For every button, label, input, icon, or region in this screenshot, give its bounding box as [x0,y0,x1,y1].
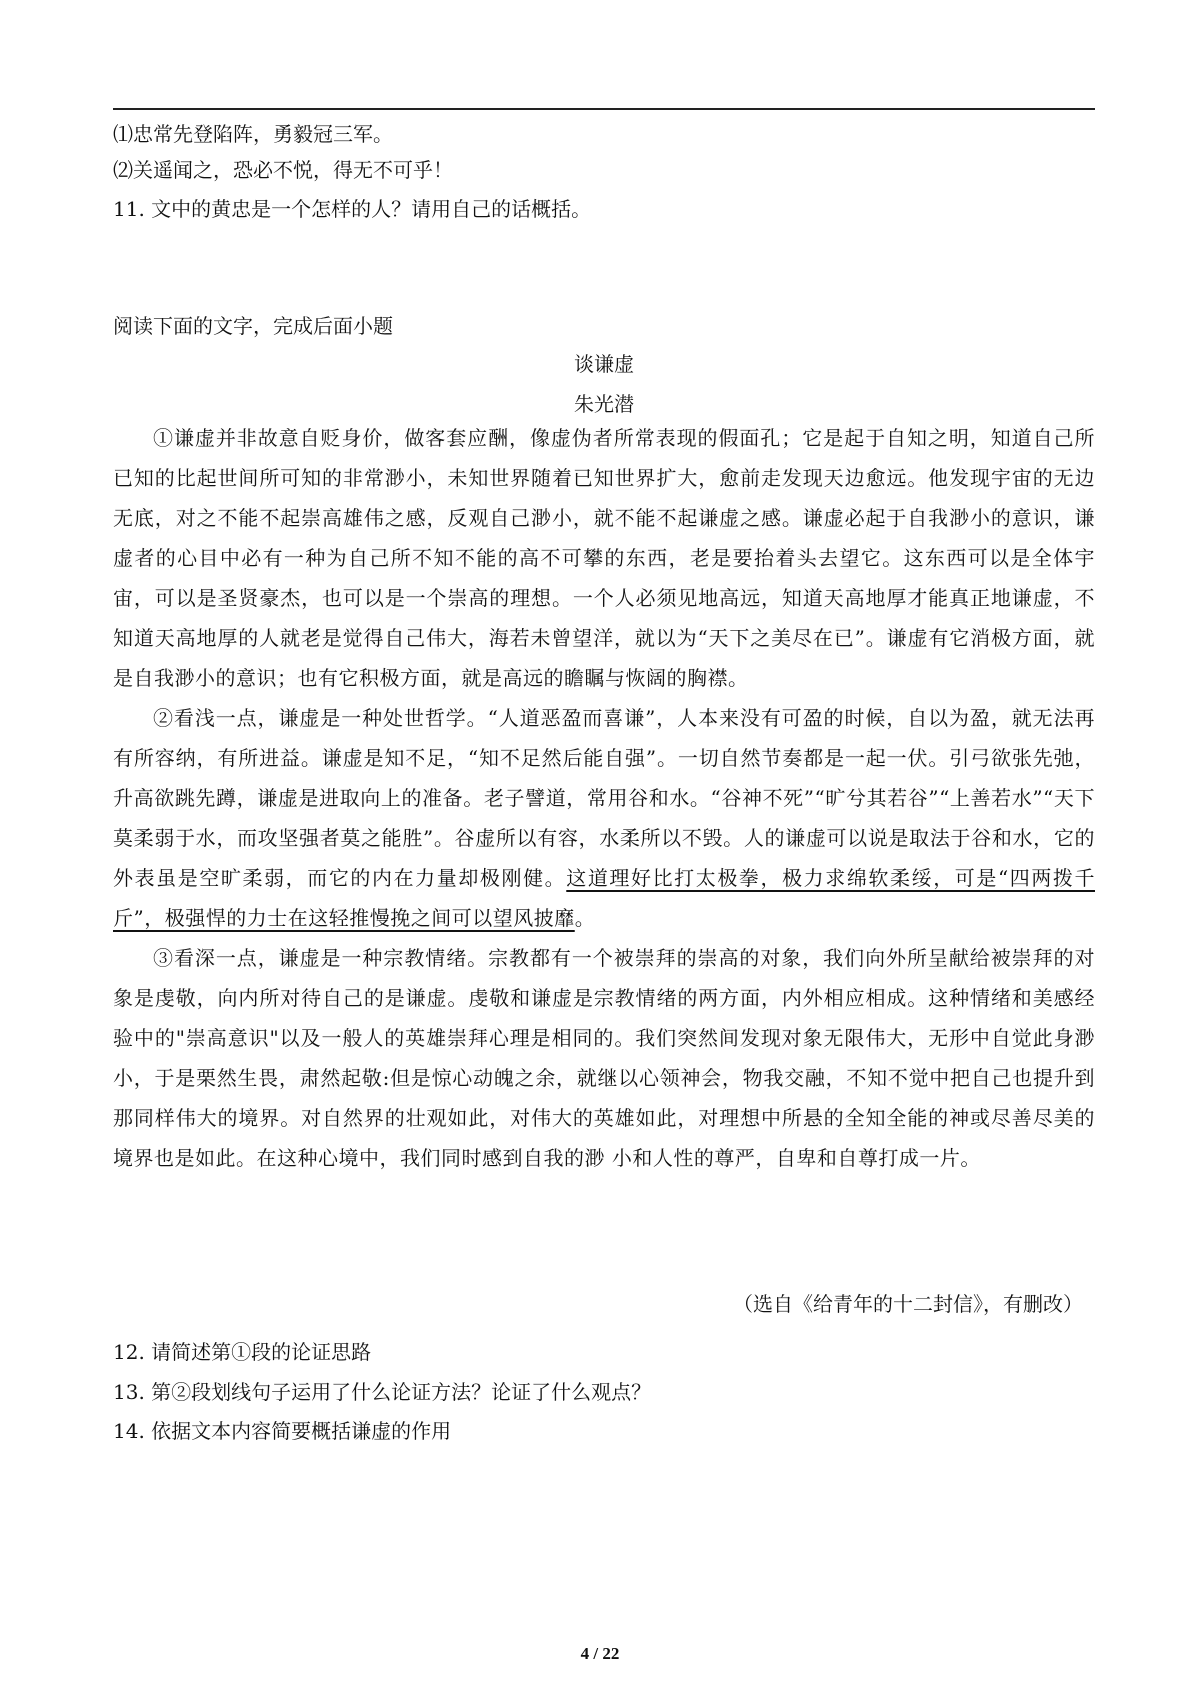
question-11: 11. 文中的黄忠是一个怎样的人？请用自己的话概括。 [113,197,592,221]
essay-paragraph-1: ①谦虚并非故意自贬身价，做客套应酬，像虚伪者所常表现的假面孔；它是起于自知之明，知道自己所已知的比起世间所可知的非常渺小，未知世界随着已知世界扩大，愈前走发现天边愈远。他发现宇宙的无边无底，对之不能不起崇高雄伟之感，反观自己渺小，就不能不起谦虚之感。谦虚必起于自我渺小的意识，谦虚者的心目中必有一种为自己所不知不能的高不可攀的东西，老是要抬着头去望它。这东西可以是全体宇宙，可以是圣贤豪杰，也可以是一个崇高的理想。一个人必须见地高远，知道天高地厚才能真正地谦虚，不知道天高地厚的人就老是觉得自己伟大，海若未曾望洋，就以为“天下之美尽在已”。谦虚有它消极方面，就是自我渺小的意识；也有它积极方面，就是高远的瞻瞩与恢阔的胸襟。 [113,426,1095,690]
underlined-sentence: 这道理好比打太极拳，极力求绵软柔绥，可是“四两拨千斤”，极强悍的力士在这轻推慢挽之间可以望风披靡 [113,866,1095,930]
section-intro: 阅读下面的文字，完成后面小题 [113,314,393,338]
question-13: 13. 第②段划线句子运用了什么论证方法？论证了什么观点？ [113,1380,652,1404]
paragraph-2-end: 。 [574,906,596,930]
essay-paragraph-2 [113,698,1095,938]
question-12: 12. 请简述第①段的论证思路 [113,1340,372,1364]
essay-author: 朱光潜 [574,392,634,416]
translation-item-2: ⑵关遥闻之，恐必不悦，得无不可乎！ [113,158,453,182]
paragraph-2-text: ②看浅一点，谦虚是一种处世哲学。“人道恶盈而喜谦”，人本来没有可盈的时候，自以为盈，就无法再有所容纳，有所进益。谦虚是知不足，“知不足然后能自强”。一切自然节奏都是一起一伏。引弓欲张先弛，升高欲跳先蹲，谦虚是进取向上的准备。老子譬道，常用谷和水。“谷神不死”“旷兮其若谷”“上善若水”“天下莫柔弱于水，而攻坚强者莫之能胜”。谷虚所以有容，水柔所以不毁。人的谦虚可以说是取法于谷和水，它的外表虽是空旷柔弱，而它的内在力量却极刚健。 [113,706,1095,890]
essay-body [113,418,1095,1178]
translation-item-1: ⑴忠常先登陷阵，勇毅冠三军。 [113,122,393,146]
page-number: 4 / 22 [580,1644,620,1663]
essay-source: （选自《给青年的十二封信》，有删改） [733,1292,1083,1316]
essay-title: 谈谦虚 [574,352,634,376]
header-rule [113,108,1095,110]
essay-paragraph-3: ③看深一点，谦虚是一种宗教情绪。宗教都有一个被崇拜的崇高的对象，我们向外所呈献给被崇拜的对象是虔敬，向内所对待自己的是谦虚。虔敬和谦虚是宗教情绪的两方面，内外相应相成。这种情绪和美感经验中的"崇高意识"以及一般人的英雄崇拜心理是相同的。我们突然间发现对象无限伟大，无形中自觉此身渺小，于是栗然生畏，肃然起敬:但是惊心动魄之余，就继以心领神会，物我交融，不知不觉中把自己也提升到那同样伟大的境界。对自然界的壮观如此，对伟大的英雄如此，对理想中所悬的全知全能的神或尽善尽美的境界也是如此。在这种心境中，我们同时感到自我的渺 小和人性的尊严，自卑和自尊打成一片。 [113,946,1095,1170]
question-14: 14. 依据文本内容简要概括谦虚的作用 [113,1419,452,1443]
